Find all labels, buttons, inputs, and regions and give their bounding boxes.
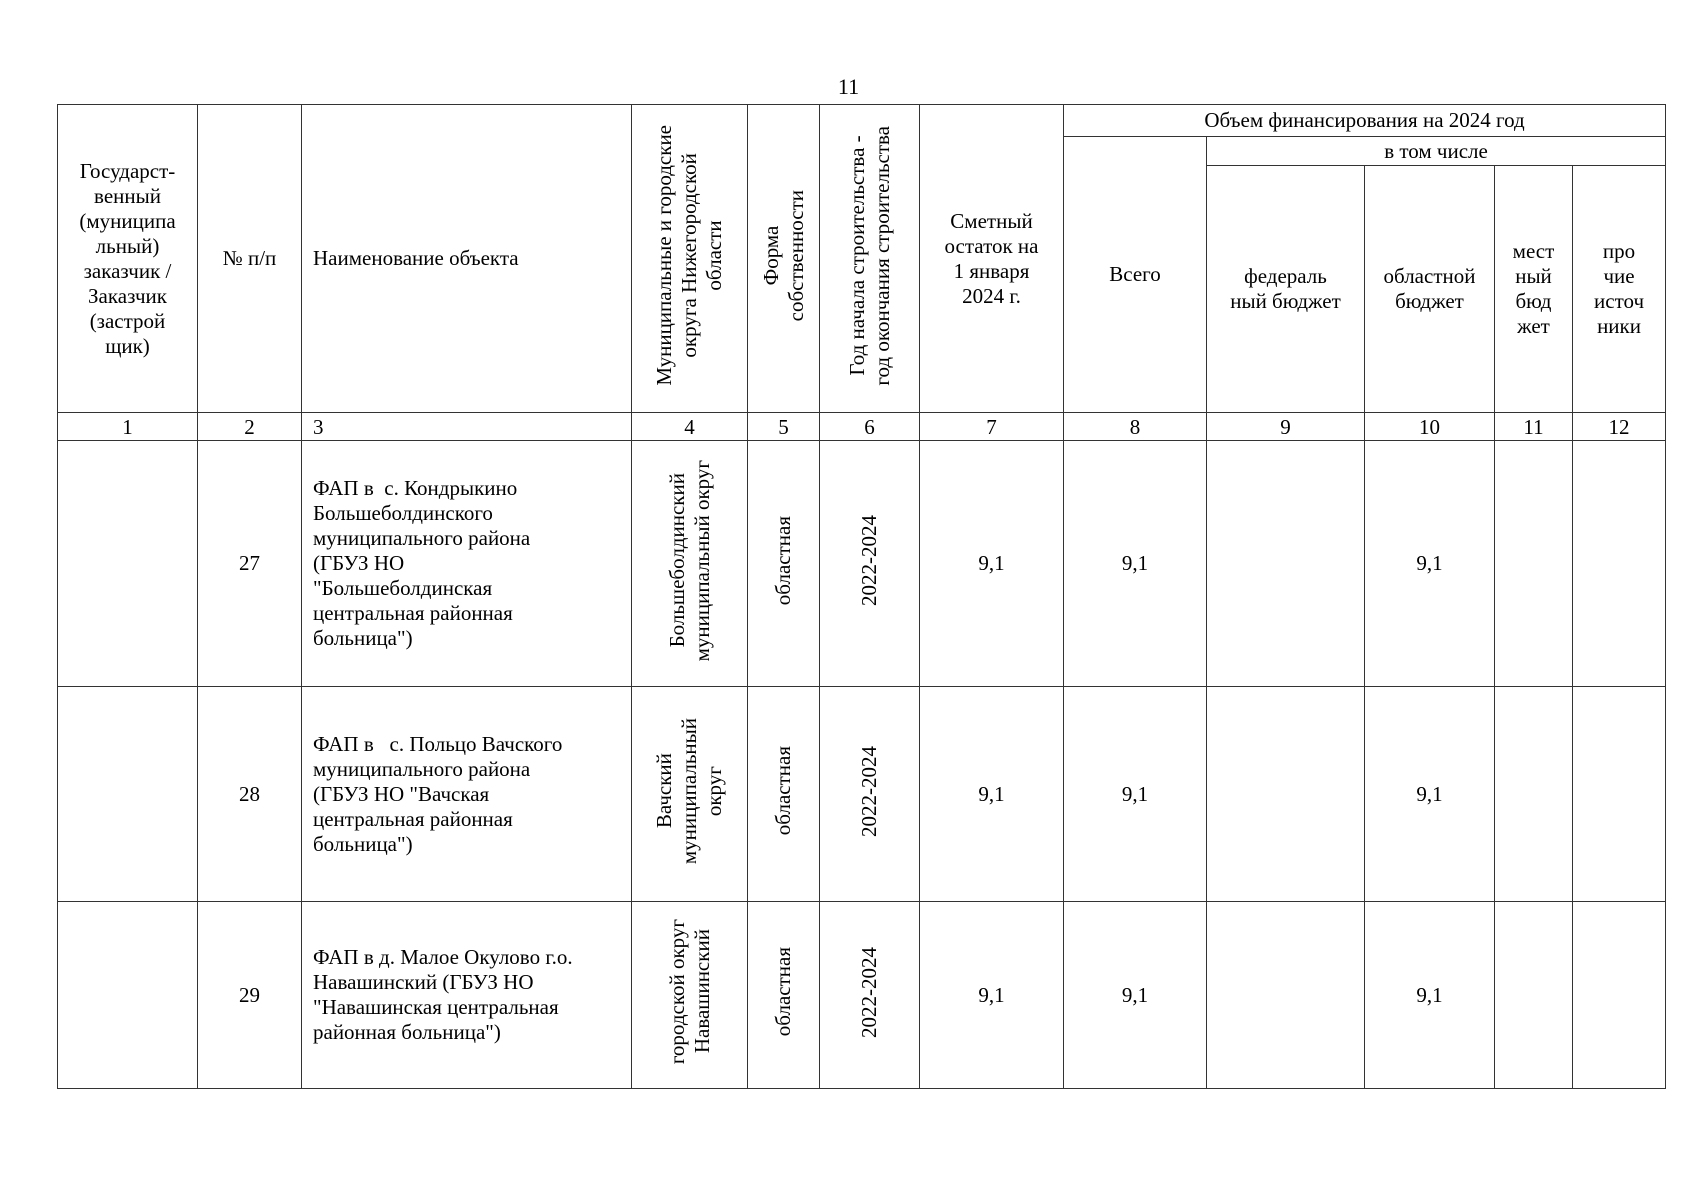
cell-object-name: ФАП в д. Малое Окулово г.о. Навашинский (ГБУЗ НО "Навашинская центральная районная больница") [302,902,632,1089]
cell-federal [1207,687,1365,902]
column-number: 4 [632,413,748,441]
cell-years: 2022-2024 [820,902,920,1089]
cell-other [1573,902,1666,1089]
header-customer: Государст- венный (муниципа льный) заказчик / Заказчик (застрой щик) [58,105,198,413]
cell-customer [58,687,198,902]
column-number: 3 [302,413,632,441]
cell-other [1573,441,1666,687]
table-row [58,902,1666,1089]
cell-num: 29 [198,902,302,1089]
page-number: 11 [837,74,860,99]
cell-ownership: областная [748,902,820,1089]
cell-estimate: 9,1 [920,687,1064,902]
cell-federal [1207,441,1365,687]
header-row-1 [58,105,1666,137]
cell-estimate: 9,1 [920,902,1064,1089]
header-ownership: Форма собственности [748,105,820,413]
cell-local [1495,441,1573,687]
cell-regional: 9,1 [1365,441,1495,687]
header-funding: Объем финансирования на 2024 год [1064,105,1666,137]
header-local: мест ный бюд жет [1495,166,1573,413]
header-years: Год начала строительства - год окончания строительства [820,105,920,413]
cell-customer [58,902,198,1089]
column-number: 6 [820,413,920,441]
column-number: 5 [748,413,820,441]
cell-ownership: областная [748,687,820,902]
header-estimate: Сметный остаток на 1 января 2024 г. [920,105,1064,413]
header-federal: федераль ный бюджет [1207,166,1365,413]
header-municipality: Муниципальные и городские округа Нижегородской области [632,105,748,413]
table-row [58,687,1666,902]
column-number: 11 [1495,413,1573,441]
header-regional: областной бюджет [1365,166,1495,413]
cell-total: 9,1 [1064,902,1207,1089]
column-number: 9 [1207,413,1365,441]
cell-years: 2022-2024 [820,441,920,687]
cell-num: 28 [198,687,302,902]
cell-other [1573,687,1666,902]
cell-object-name: ФАП в с. Кондрыкино Большеболдинского муниципального района (ГБУЗ НО "Большеболдинская центральная районная больница") [302,441,632,687]
header-object-name: Наименование объекта [302,105,632,413]
financing-table [57,104,1666,1089]
column-number: 7 [920,413,1064,441]
cell-municipality: городской округ Навашинский [632,902,748,1089]
header-total: Всего [1064,137,1207,413]
table-row [58,441,1666,687]
cell-customer [58,441,198,687]
cell-federal [1207,902,1365,1089]
cell-ownership: областная [748,441,820,687]
header-including: в том числе [1207,137,1666,166]
cell-regional: 9,1 [1365,687,1495,902]
column-number: 1 [58,413,198,441]
cell-years: 2022-2024 [820,687,920,902]
cell-estimate: 9,1 [920,441,1064,687]
cell-regional: 9,1 [1365,902,1495,1089]
column-number: 8 [1064,413,1207,441]
column-number: 12 [1573,413,1666,441]
column-number: 10 [1365,413,1495,441]
header-num: № п/п [198,105,302,413]
column-number: 2 [198,413,302,441]
cell-object-name: ФАП в с. Польцо Вачского муниципального района (ГБУЗ НО "Вачская центральная районная больница") [302,687,632,902]
header-other: про чие источ ники [1573,166,1666,413]
cell-municipality: Большеболдинский муниципальный округ [632,441,748,687]
cell-municipality: Вачский муниципальный округ [632,687,748,902]
cell-total: 9,1 [1064,687,1207,902]
cell-local [1495,902,1573,1089]
cell-num: 27 [198,441,302,687]
cell-total: 9,1 [1064,441,1207,687]
column-numbers-row [58,413,1666,441]
cell-local [1495,687,1573,902]
